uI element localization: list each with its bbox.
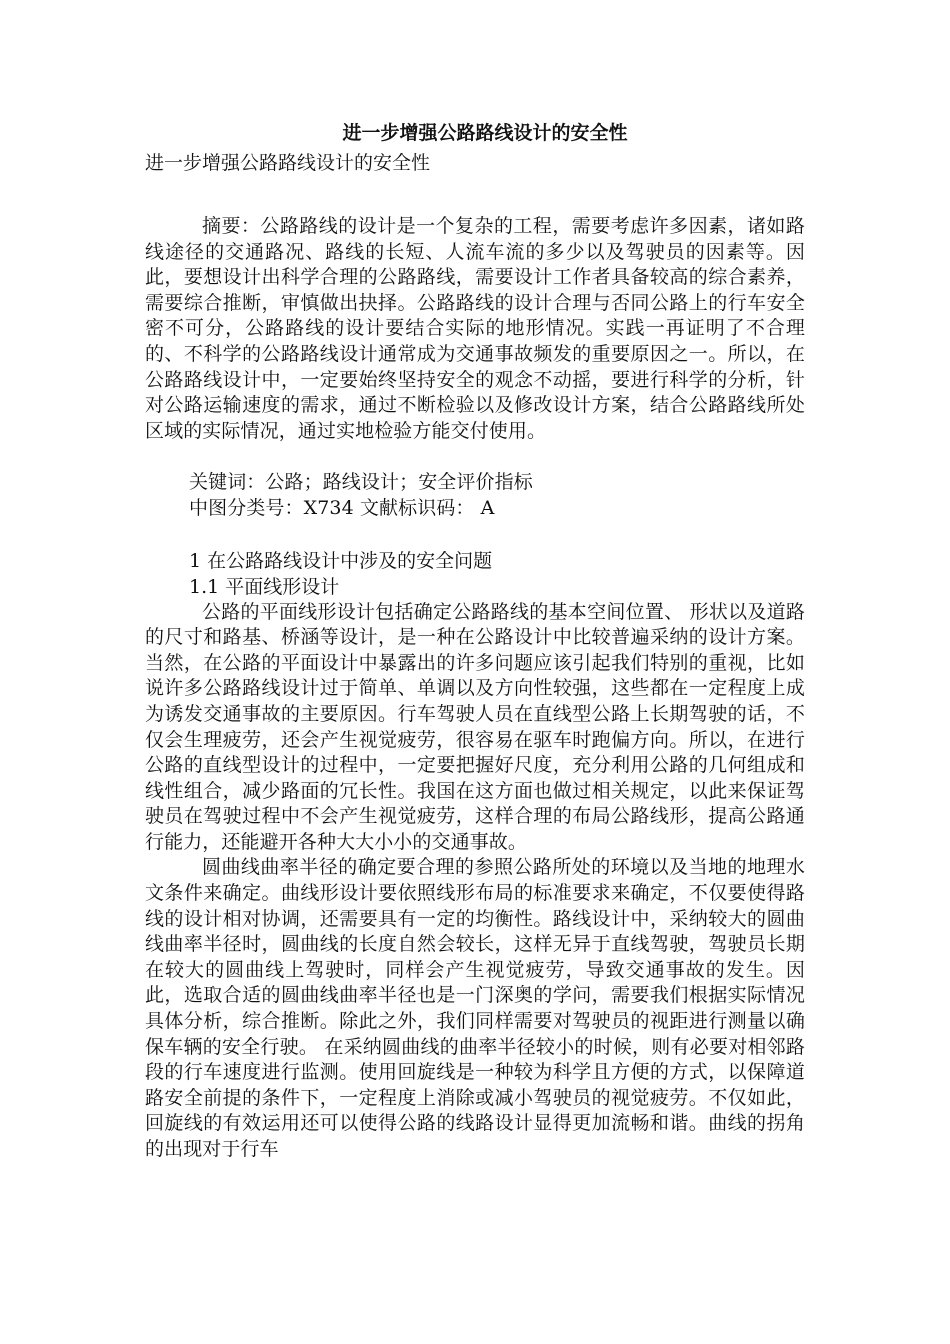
document-page [145, 118, 805, 1163]
classification-line: 中图分类号：X734 文献标识码： A [189, 496, 495, 519]
keywords-line: 关键词：公路；路线设计；安全评价指标 [189, 471, 533, 494]
section-1-heading: 1 在公路路线设计中涉及的安全问题 [189, 549, 493, 572]
spacer [145, 444, 805, 470]
abstract-paragraph: 摘要：公路路线的设计是一个复杂的工程，需要考虑许多因素，诸如路线途径的交通路况、路线的长短、人流车流的多少以及驾驶员的因素等。因此，要想设计出科学合理的公路路线，需要设计工作者具备较高的综合素养，需要综合推断，审慎做出抉择。公路路线的设计合理与否同公路上的行车安全密不可分，公路路线的设计要结合实际的地形情况。实践一再证明了不合理的、不科学的公路路线设计通常成为交通事故频发的重要原因之一。所以，在公路路线设计中，一定要始终坚持安全的观念不动摇，要进行科学的分析，针对公路运输速度的需求，通过不断检验以及修改设计方案，结合公路路线所处区域的实际情况，通过实地检验方能交付使用。 [145, 215, 805, 442]
body-paragraph-2: 圆曲线曲率半径的确定要合理的参照公路所处的环境以及当地的地理水文条件来确定。曲线形设计要依照线形布局的标准要求来确定，不仅要使得路线的设计相对协调，还需要具有一定的均衡性。路线设计中，采纳较大的圆曲线曲率半径时，圆曲线的长度自然会较长，这样无异于直线驾驶，驾驶员长期在较大的圆曲线上驾驶时，同样会产生视觉疲劳，导致交通事故的发生。因此，选取合适的圆曲线曲率半径也是一门深奥的学问，需要我们根据实际情况具体分析，综合推断。除此之外，我们同样需要对驾驶员的视距进行测量以确保车辆的安全行驶。 在采纳圆曲线的曲率半径较小的时候，则有必要对相邻路段的行车速度进行监测。使用回旋线是一种较为科学且方便的方式，以保障道路安全前提的条件下，一定程度上消除或减小驾驶员的视觉疲劳。不仅如此，回旋线的有效运用还可以使得公路的线路设计显得更加流畅和谐。曲线的拐角的出现对于行车 [145, 856, 805, 1160]
spacer [145, 178, 805, 214]
section-1-1-heading: 1.1 平面线形设计 [189, 575, 340, 598]
document-subtitle: 进一步增强公路路线设计的安全性 [145, 152, 431, 174]
spacer [145, 522, 805, 548]
body-paragraph-1: 公路的平面线形设计包括确定公路路线的基本空间位置、 形状以及道路的尺寸和路基、桥涵等设计，是一种在公路设计中比较普遍采纳的设计方案。当然，在公路的平面设计中暴露出的许多问题应该引起我们特别的重视，比如说许多公路路线设计过于简单、单调以及方向性较强，这些都在一定程度上成为诱发交通事故的主要原因。行车驾驶人员在直线型公路上长期驾驶的话，不仅会生理疲劳，还会产生视觉疲劳，很容易在驱车时跑偏方向。所以，在进行公路的直线型设计的过程中，一定要把握好尺度，充分利用公路的几何组成和线性组合，减少路面的冗长性。我国在这方面也做过相关规定，以此来保证驾驶员在驾驶过程中不会产生视觉疲劳，这样合理的布局公路线形，提高公路通行能力，还能避开各种大大小小的交通事故。 [145, 600, 805, 853]
document-title: 进一步增强公路路线设计的安全性 [342, 122, 628, 144]
